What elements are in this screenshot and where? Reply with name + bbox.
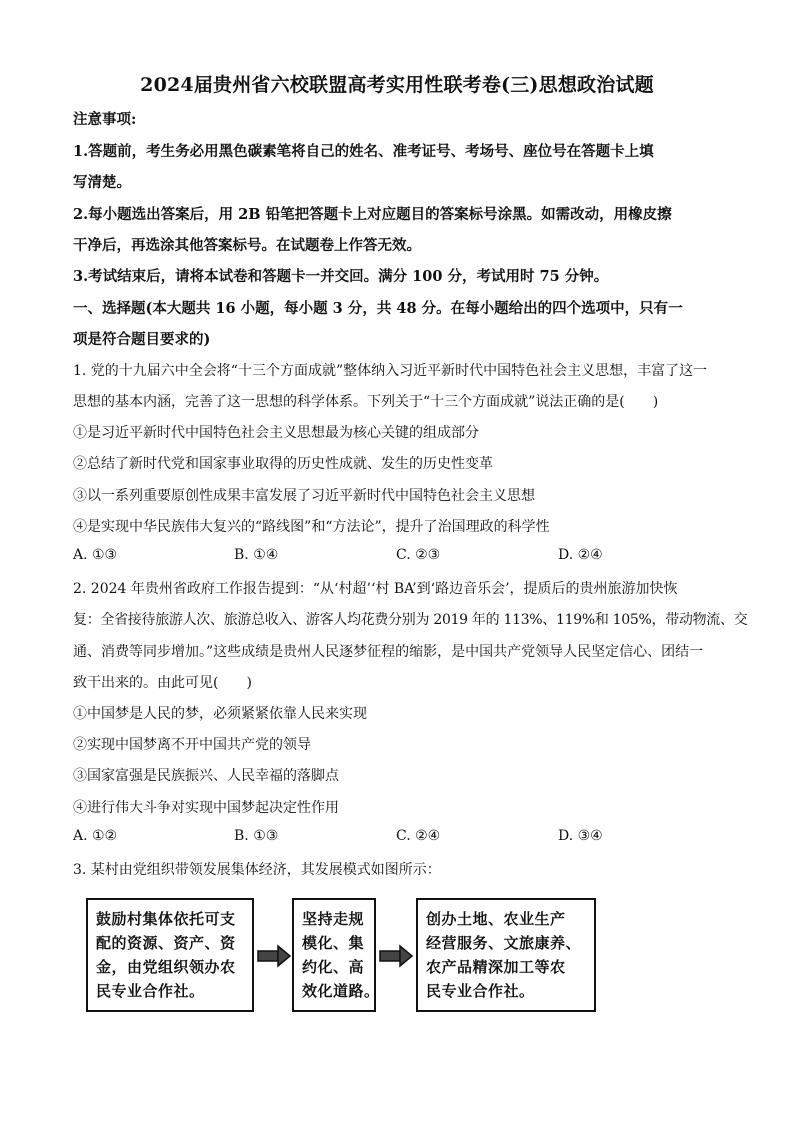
notice-item-1-line-2: 写清楚。 <box>73 174 131 191</box>
q1-option-b: B. ①④ <box>234 547 279 563</box>
q2-statement-3: ③国家富强是民族振兴、人民幸福的落脚点 <box>73 768 339 784</box>
flow-box-3-line: 经营服务、文旅康养、 <box>426 934 582 952</box>
notice-item-2-line-2: 干净后，再选涂其他答案标号。在试题卷上作答无效。 <box>73 237 421 254</box>
flow-box-3 <box>416 898 596 1012</box>
q1-option-c: C. ②③ <box>396 547 441 563</box>
q1-stem-line-2: 思想的基本内涵，完善了这一思想的科学体系。下列关于“十三个方面成就”说法正确的是( ) <box>73 394 659 410</box>
q2-stem-line-1: 2. 2024 年贵州省政府工作报告提到：“从‘村超’‘村 BA’到‘路边音乐会’，提质后的贵州旅游加快恢 <box>73 581 678 597</box>
notice-item-1-line-1: 1.答题前，考生务必用黑色碳素笔将自己的姓名、准考证号、考场号、座位号在答题卡上填 <box>73 143 654 160</box>
section-heading-line-2: 项是符合题目要求的) <box>73 331 211 348</box>
flow-box-1-line: 民专业合作社。 <box>96 982 205 1000</box>
q2-statement-2: ②实现中国梦离不开中国共产党的领导 <box>73 737 311 753</box>
q1-statement-4: ④是实现中华民族伟大复兴的“路线图”和“方法论”，提升了治国理政的科学性 <box>73 519 550 535</box>
flow-box-3-line: 民专业合作社。 <box>426 982 535 1000</box>
flow-arrow-icon <box>256 944 292 968</box>
q2-statement-1: ①中国梦是人民的梦，必须紧紧依靠人民来实现 <box>73 706 367 722</box>
flow-box-2-line: 约化、高 <box>302 958 365 976</box>
q2-stem-line-4: 致干出来的。由此可见( ) <box>73 675 252 691</box>
notice-item-3: 3.考试结束后，请将本试卷和答题卡一并交回。满分 100 分，考试用时 75 分钟。 <box>73 268 609 285</box>
q1-option-d: D. ②④ <box>558 547 603 563</box>
q1-statement-2: ②总结了新时代党和国家事业取得的历史性成就、发生的历史性变革 <box>73 456 493 472</box>
notice-heading: 注意事项: <box>73 111 137 128</box>
flow-box-2-line: 坚持走规 <box>302 910 365 928</box>
q1-statement-3: ③以一系列重要原创性成果丰富发展了习近平新时代中国特色社会主义思想 <box>73 488 535 504</box>
q2-stem-line-2: 复：全省接待旅游人次、旅游总收入、游客人均花费分别为 2019 年的 113%、119%和 105%，带动物流、交 <box>73 612 748 628</box>
q3-stem-line-1: 3. 某村由党组织带领发展集体经济，其发展模式如图所示： <box>73 862 441 878</box>
q2-stem-line-3: 通、消费等同步增加。”这些成绩是贵州人民逐梦征程的缩影，是中国共产党领导人民坚定信心、团结一 <box>73 644 704 660</box>
flow-box-3-line: 创办土地、农业生产 <box>426 910 566 928</box>
q2-option-b: B. ①③ <box>234 828 279 844</box>
flow-box-3-line: 农产品精深加工等农 <box>426 958 566 976</box>
q1-option-a: A. ①③ <box>73 547 118 563</box>
flow-arrow-icon <box>378 944 414 968</box>
q2-option-a: A. ①② <box>73 828 118 844</box>
flow-box-2-line: 效化道路。 <box>302 982 380 1000</box>
q2-statement-4: ④进行伟大斗争对实现中国梦起决定性作用 <box>73 800 339 816</box>
flow-box-2 <box>292 898 380 1012</box>
section-heading-line-1: 一、选择题(本大题共 16 小题，每小题 3 分，共 48 分。在每小题给出的四个选项中，只有一 <box>73 300 683 317</box>
q1-statement-1: ①是习近平新时代中国特色社会主义思想最为核心关键的组成部分 <box>73 425 479 441</box>
flow-box-1-line: 鼓励村集体依托可支 <box>96 910 236 928</box>
q2-option-c: C. ②④ <box>396 828 441 844</box>
flow-box-1-line: 金，由党组织领办农 <box>96 958 236 976</box>
flow-box-1-line: 配的资源、资产、资 <box>96 934 236 952</box>
flow-box-2-line: 模化、集 <box>302 934 365 952</box>
q1-stem-line-1: 1. 党的十九届六中全会将“十三个方面成就”整体纳入习近平新时代中国特色社会主义思想，丰富了这一 <box>73 363 708 379</box>
notice-item-2-line-1: 2.每小题选出答案后，用 2B 铅笔把答题卡上对应题目的答案标号涂黑。如需改动，用橡皮擦 <box>73 206 672 223</box>
flow-box-1 <box>86 898 254 1012</box>
q2-option-d: D. ③④ <box>558 828 603 844</box>
page-title: 2024届贵州省六校联盟高考实用性联考卷(三)思想政治试题 <box>140 74 654 96</box>
